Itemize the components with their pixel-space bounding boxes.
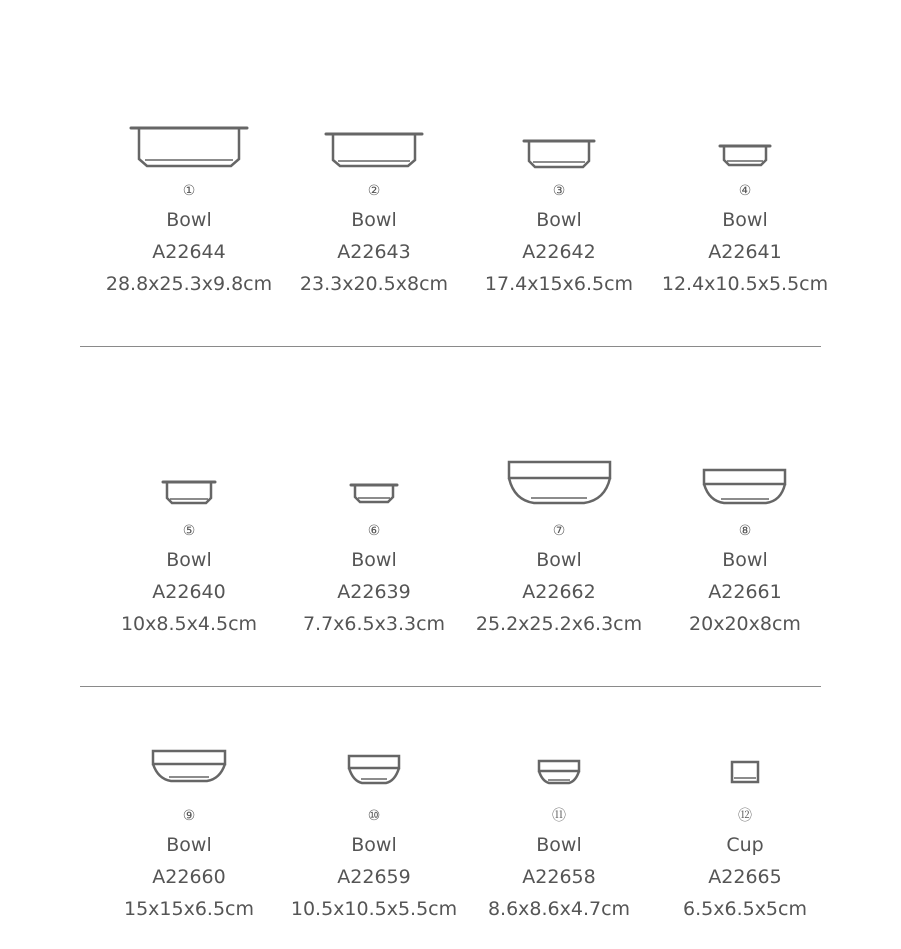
item-size: 10.5x10.5x5.5cm: [290, 898, 458, 920]
item-name: Bowl: [536, 549, 582, 571]
item-code: A22662: [522, 581, 596, 603]
item-size: 25.2x25.2x6.3cm: [475, 613, 643, 635]
rimmed-bowl-icon: [99, 124, 279, 170]
item-number: ①: [182, 183, 196, 199]
item-size: 8.6x8.6x4.7cm: [487, 898, 631, 920]
item-name: Bowl: [351, 209, 397, 231]
rimmed-bowl-icon: [655, 142, 835, 170]
item-number: ⑨: [182, 808, 196, 824]
item-code: A22643: [337, 241, 411, 263]
item-number: ④: [738, 183, 752, 199]
round-bowl-icon: [284, 754, 464, 786]
row-divider: [80, 686, 821, 687]
item-size: 6.5x6.5x5cm: [683, 898, 807, 920]
item-name: Bowl: [722, 209, 768, 231]
item-name: Bowl: [166, 209, 212, 231]
item-code: A22639: [337, 581, 411, 603]
item-name: Bowl: [351, 834, 397, 856]
cup-icon: [655, 760, 835, 786]
item-code: A22641: [708, 241, 782, 263]
item-code: A22659: [337, 866, 411, 888]
item-code: A22642: [522, 241, 596, 263]
round-bowl-icon: [469, 759, 649, 787]
item-code: A22644: [152, 241, 226, 263]
rimmed-bowl-icon: [469, 137, 649, 171]
item-size: 28.8x25.3x9.8cm: [105, 273, 273, 295]
item-number: ⑪: [552, 808, 566, 824]
item-name: Bowl: [166, 549, 212, 571]
rimmed-bowl-icon: [284, 130, 464, 170]
item-number: ⑩: [367, 808, 381, 824]
round-bowl-icon: [99, 749, 279, 785]
item-code: A22665: [708, 866, 782, 888]
row-divider: [80, 346, 821, 347]
round-bowl-icon: [469, 460, 649, 506]
item-code: A22658: [522, 866, 596, 888]
item-name: Bowl: [536, 209, 582, 231]
round-bowl-icon: [655, 468, 835, 506]
item-number: ⑤: [182, 523, 196, 539]
item-size: 17.4x15x6.5cm: [484, 273, 634, 295]
item-name: Bowl: [536, 834, 582, 856]
item-name: Bowl: [166, 834, 212, 856]
item-code: A22661: [708, 581, 782, 603]
item-size: 7.7x6.5x3.3cm: [302, 613, 446, 635]
item-number: ②: [367, 183, 381, 199]
item-code: A22640: [152, 581, 226, 603]
item-number: ⑧: [738, 523, 752, 539]
item-name: Cup: [726, 834, 764, 856]
rimmed-bowl-icon: [99, 478, 279, 506]
item-name: Bowl: [722, 549, 768, 571]
item-size: 15x15x6.5cm: [123, 898, 254, 920]
item-name: Bowl: [351, 549, 397, 571]
item-number: ⑫: [738, 808, 752, 824]
item-number: ③: [552, 183, 566, 199]
item-size: 10x8.5x4.5cm: [120, 613, 258, 635]
item-size: 20x20x8cm: [689, 613, 801, 635]
item-code: A22660: [152, 866, 226, 888]
item-number: ⑦: [552, 523, 566, 539]
item-number: ⑥: [367, 523, 381, 539]
rimmed-bowl-icon: [284, 481, 464, 505]
item-size: 12.4x10.5x5.5cm: [661, 273, 829, 295]
item-size: 23.3x20.5x8cm: [299, 273, 449, 295]
